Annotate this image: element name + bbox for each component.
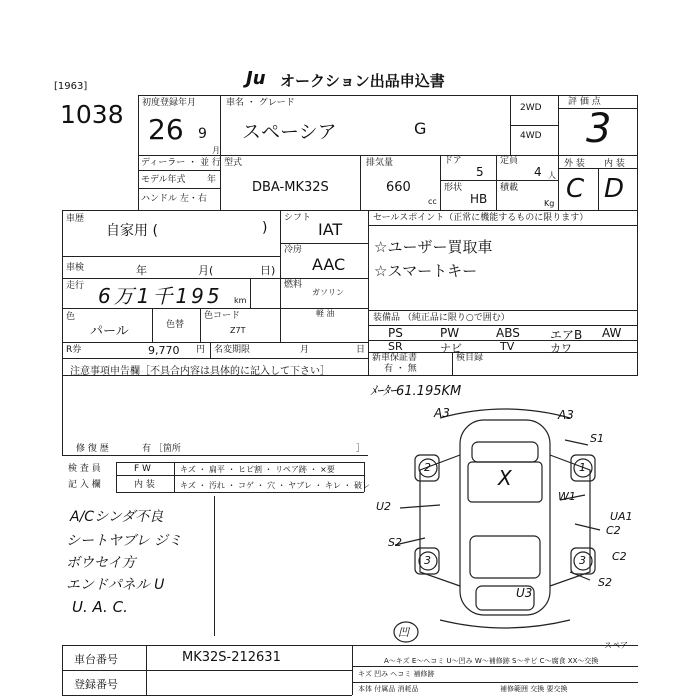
repair-value: 有 ［箇所 [142,444,181,454]
registration-month-unit: 月 [212,146,220,155]
mark-u3: U3 [516,586,533,600]
mark-u2: U2 [376,500,392,513]
wheel-front-left: 2 [424,461,431,474]
inspector-row1: キズ ・ 扁平 ・ ヒビ割 ・ リペア跡 ・ ×要 [180,465,335,474]
displacement-unit: cc [428,197,437,206]
legend-row-3: 本体 付属品 消耗品 [358,685,419,693]
dealer-label: ディーラー ・ 並 行 [141,158,221,168]
repair-close: ］ [356,444,366,454]
transfer-label: 名変期限 [214,345,251,355]
mark-ua1: UA1 [610,510,633,523]
damage-legend: A～キズ E～ヘコミ U～凹み W～補修跡 S～サビ C～腐食 XX～交換 [384,657,599,665]
handle-label: ハンドル 左・右 [141,194,207,204]
mark-s1: S1 [590,432,604,445]
type-label: 型式 [224,158,243,168]
wheel-rear-left: 3 [424,554,431,567]
equipment-ps: PS [388,326,403,340]
inspection-month: 月( [198,264,214,277]
recycle-unit: 円 [196,345,206,355]
repair-label: 修 復 歴 [76,444,109,454]
mark-w1: W1 [558,490,576,503]
sales-point-1: ☆ユーザー買取車 [374,238,493,256]
color-change-label: 色替 [166,320,185,330]
shape-label: 形状 [444,183,463,193]
door-label: ドア [444,156,462,166]
drive-4wd: 4WD [520,131,542,141]
recycle-label: R券 [66,345,82,355]
equipment-label: 装備品 （純正品に限り○で囲む） [373,313,510,323]
ju-logo: Ju [246,68,266,89]
spare-mark: 凹 [398,626,409,639]
overall-score: 3 [586,106,612,152]
interior-label: 内 装 [604,159,625,169]
inspector-row2: キズ ・ 汚れ ・ コゲ ・ 穴 ・ ヤブレ ・ キレ ・ 破レ [180,481,370,490]
model-year-label: モデル年式 [141,175,186,185]
exterior-grade: C [566,174,585,204]
equipment-pw: PW [440,326,460,340]
mark-s2-left: S2 [388,536,402,549]
shift-label: シフト [284,213,312,223]
inspector-fw: F W [134,464,151,474]
wheel-front-right: 1 [579,461,586,474]
wheel-rear-right: 3 [579,554,586,567]
fuel-label: 燃料 [284,280,303,290]
usage-close: ) [262,220,268,236]
odometer-note: ﾒｰﾀｰ61.195KM [370,384,462,399]
note-line-4: エンドパネル U [66,577,165,593]
displacement-value: 660 [386,180,411,195]
mark-c2-lower: C2 [612,550,627,563]
load-unit: Kg [544,199,555,208]
registration-number-label: 登録番号 [74,678,118,691]
mark-a3-right: A3 [558,408,574,422]
usage-value: 自家用 ( [106,223,158,239]
note-line-2: シートヤブレ ジミ [66,533,182,549]
door-value: 5 [476,165,484,179]
inspection-day: 日) [260,264,276,277]
mileage-label: 走行 [66,281,85,291]
inspection-label: 車検 [66,263,85,273]
note-line-1: A/Cシンダ不良 [70,509,164,525]
exterior-label: 外 装 [564,159,585,169]
legend-row-4: 補修範囲 交換 要交換 [500,685,568,693]
registration-year: 26 [148,113,184,146]
car-name-label: 車名 ・ グレード [226,98,295,108]
drive-2wd: 2WD [520,103,542,113]
displacement-label: 排気量 [366,158,394,168]
model-year-unit: 年 [207,175,217,185]
writer-label: 記 入 欄 [68,480,101,490]
fuel-gasoline: ガソリン [312,288,344,297]
inspection-year: 年 [136,264,147,277]
record-label: 検目録 [456,353,484,363]
registration-month: 9 [198,126,207,142]
ac-value: AAC [312,255,346,274]
capacity-value: 4 [534,165,542,179]
equipment-sr: SR [388,340,403,353]
sales-points-label: セールスポイント（正常に機能するものに限ります） [373,213,589,223]
sales-point-2: ☆スマートキー [374,262,478,280]
equipment-aw: AW [602,326,622,340]
capacity-label: 定員 [500,156,519,166]
grade-label: 評 価 点 [568,97,601,107]
interior-grade: D [604,174,625,204]
ac-label: 冷房 [284,245,303,255]
transfer-month: 月 [300,345,310,355]
color-value: パール [90,324,129,339]
shape-value: HB [470,192,488,206]
equipment-navi: ナビ [440,342,462,355]
lot-code: [1963] [54,81,88,92]
type-value: DBA-MK32S [252,180,329,195]
note-line-5: U. A. C. [72,598,128,616]
mark-x: X [498,466,512,490]
color-label: 色 [66,312,76,322]
usage-label: 車歴 [66,214,85,224]
form-title: オークション出品申込書 [280,72,445,90]
transfer-day: 日 [356,345,366,355]
recycle-value: 9,770 [148,344,180,357]
capacity-unit: 人 [548,171,556,180]
mileage-unit: km [234,296,247,305]
car-grade: G [414,119,427,138]
inspector-label: 検 査 員 [68,464,101,474]
shift-value: IAT [318,220,343,239]
mark-a3-left: A3 [434,406,450,420]
equipment-airbag: エアB [550,328,583,342]
car-name: スペーシア [242,121,337,143]
color-code-label: 色コード [204,311,241,321]
lot-number: 1038 [60,100,124,129]
notes-label: 注意事項申告欄［不具合内容は具体的に記入して下さい］ [70,366,330,377]
mark-s2-right: S2 [598,576,612,589]
inspector-interior: 内 装 [134,480,155,490]
fuel-diesel: 軽 油 [316,309,335,318]
equipment-tv: TV [500,340,515,353]
legend-row-2: キズ 凹み ヘコミ 補修跡 [358,670,435,678]
mileage-value: 6万1千195 [98,284,223,308]
registration-label: 初度登録年月 [142,98,197,108]
color-code-value: Z7T [230,326,246,335]
mark-c2-upper: C2 [606,524,621,537]
chassis-label: 車台番号 [74,653,118,666]
chassis-value: MK32S-212631 [182,650,281,665]
equipment-leather: カワ [550,342,572,355]
equipment-abs: ABS [496,326,520,340]
note-line-3: ボウセイ方 [66,555,136,571]
warranty-options: 有 ・ 無 [384,364,417,374]
warranty-label: 新車保証書 [372,353,418,363]
load-label: 積載 [500,183,519,193]
